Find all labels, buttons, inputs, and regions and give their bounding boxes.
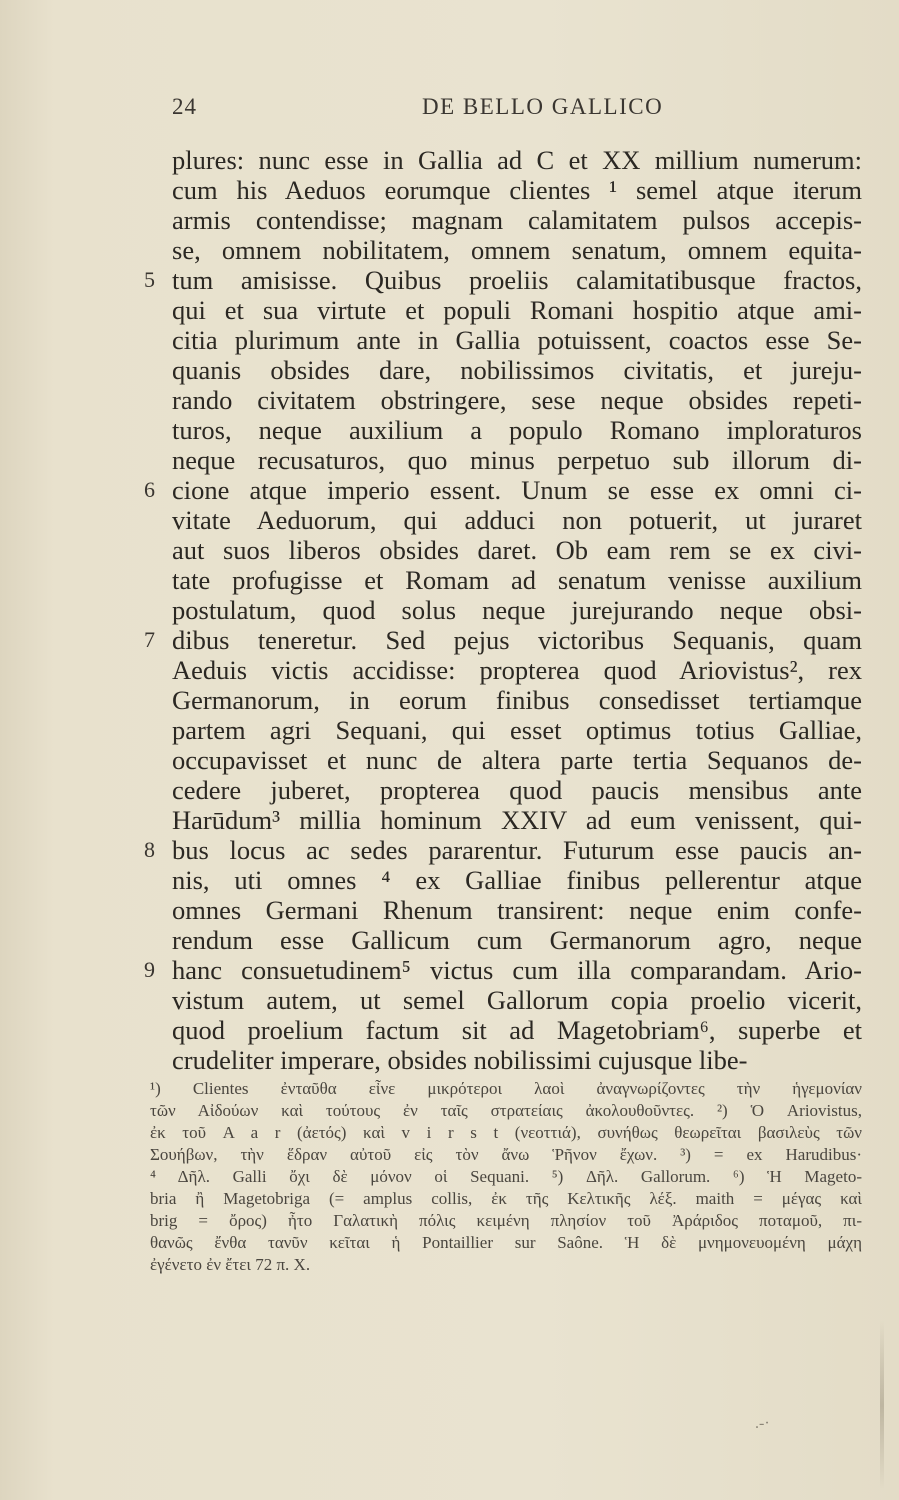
- footnote-line-content: ¹) Clientes ἐνταῦθα εἶνε μικρότεροι λαοὶ ἀναγνωρίζοντες τὴν ἡγεμονίαν: [150, 1079, 862, 1098]
- text-line-content: aut suos liberos obsides daret. Ob eam rem se ex civi-: [172, 535, 862, 565]
- footnote-line-content: ἐγένετο ἐν ἔτει 72 π. X.: [150, 1255, 311, 1274]
- text-line: [172, 805, 862, 835]
- text-line: [172, 355, 862, 385]
- text-line: [172, 745, 862, 775]
- text-line-content: vitate Aeduorum, qui adduci non potuerit, ut juraret: [172, 505, 862, 535]
- text-line: [172, 925, 862, 955]
- text-line: [172, 865, 862, 895]
- text-line-content: rando civitatem obstringere, sese neque obsides repeti-: [172, 385, 862, 415]
- footnote-line: [150, 1188, 862, 1210]
- text-line: [144, 835, 862, 865]
- text-line: [172, 385, 862, 415]
- section-number: 5: [144, 267, 155, 292]
- text-line-content: Germanorum, in eorum finibus consedisset tertiamque: [172, 685, 862, 715]
- footnote-line: [150, 1254, 862, 1276]
- text-line-content: occupavisset et nunc de altera parte tertia Sequanos de-: [172, 745, 862, 775]
- text-line: [172, 295, 862, 325]
- text-line: [172, 175, 862, 205]
- footnotes-block: [150, 1078, 862, 1276]
- text-line: [172, 235, 862, 265]
- text-line-content: crudeliter imperare, obsides nobilissimi cujusque libe-: [172, 1045, 748, 1075]
- running-title: DE BELLO GALLICO: [422, 94, 664, 119]
- page-header: [172, 94, 862, 130]
- text-line-content: quanis obsides dare, nobilissimos civitatis, et jureju-: [172, 355, 862, 385]
- footnote-line: [150, 1100, 862, 1122]
- text-line-content: omnes Germani Rhenum transirent: neque enim confe-: [172, 895, 862, 925]
- text-line: [172, 1045, 862, 1075]
- text-line: [172, 325, 862, 355]
- footnote-line-content: θανῶς ἔνθα τανῦν κεῖται ἡ Pontaillier sur Saône. Ἡ δὲ μνημονευομένη μάχη: [150, 1233, 862, 1252]
- text-line: [172, 205, 862, 235]
- footnote-line: [150, 1144, 862, 1166]
- page-number: 24: [172, 94, 197, 119]
- text-line: [172, 415, 862, 445]
- text-line-content: neque recusaturos, quo minus perpetuo sub illorum di-: [172, 445, 862, 475]
- text-line-content: cedere juberet, propterea quod paucis mensibus ante: [172, 775, 862, 805]
- text-line-content: tate profugisse et Romam ad senatum venisse auxilium: [172, 565, 862, 595]
- text-line-content: Harūdum³ millia hominum XXIV ad eum venissent, qui-: [172, 805, 862, 835]
- footnote-line-content: ἐκ τοῦ A a r (ἀετός) καὶ v i r s t (νεοττιά), συνήθως θεωρεῖται βασιλεὺς τῶν: [150, 1123, 862, 1142]
- text-line-content: plures: nunc esse in Gallia ad C et XX millium numerum:: [172, 145, 862, 175]
- text-line: [172, 595, 862, 625]
- text-line-content: armis contendisse; magnam calamitatem pulsos accepis-: [172, 205, 862, 235]
- text-line: [172, 685, 862, 715]
- text-line-content: quod proelium factum sit ad Magetobriam⁶, superbe et: [172, 1015, 862, 1045]
- page-edge-shadow: [880, 1320, 884, 1490]
- text-line-content: cione atque imperio essent. Unum se esse ex omni ci-: [172, 475, 862, 505]
- footnote-line-content: bria ἢ Magetobriga (= amplus collis, ἐκ τῆς Κελτικῆς λέξ. maith = μέγας καὶ: [150, 1189, 862, 1208]
- footnote-line-content: τῶν Αἰδούων καὶ τούτους ἐν ταῖς στρατείαις ἀκολουθοῦντες. ²) Ὁ Ariovistus,: [150, 1101, 862, 1120]
- text-line-content: hanc consuetudinem⁵ victus cum illa comparandam. Ario-: [172, 955, 862, 985]
- text-line: [172, 145, 862, 175]
- text-line: [144, 625, 862, 655]
- text-line-content: turos, neque auxilium a populo Romano imploraturos: [172, 415, 862, 445]
- text-line: [172, 895, 862, 925]
- text-line: [172, 535, 862, 565]
- text-line: [172, 445, 862, 475]
- text-line-content: rendum esse Gallicum cum Germanorum agro, neque: [172, 925, 862, 955]
- section-number: 6: [144, 477, 155, 502]
- section-number: 8: [144, 837, 155, 862]
- text-line: [172, 775, 862, 805]
- text-line-content: dibus teneretur. Sed pejus victoribus Sequanis, quam: [172, 625, 862, 655]
- text-line: [172, 655, 862, 685]
- text-line-content: nis, uti omnes ⁴ ex Galliae finibus pellerentur atque: [172, 865, 862, 895]
- text-line-content: postulatum, quod solus neque jurejurando neque obsi-: [172, 595, 862, 625]
- footnote-line: [150, 1122, 862, 1144]
- text-line-content: partem agri Sequani, qui esset optimus totius Galliae,: [172, 715, 862, 745]
- footnote-line-content: brig = ὄρος) ἦτο Γαλατικὴ πόλις κειμένη πλησίον τοῦ Ἀράριδος ποταμοῦ, πι-: [150, 1211, 862, 1230]
- footnote-line-content: Σουήβων, τὴν ἕδραν αὐτοῦ εἰς τὸν ἄνω Ῥῆνον ἔχων. ³) = ex Harudibus·: [150, 1145, 862, 1164]
- text-line: [144, 955, 862, 985]
- footnote-line: [150, 1078, 862, 1100]
- text-line-content: Aeduis victis accidisse: propterea quod Ariovistus², rex: [172, 655, 862, 685]
- footnote-line: [150, 1166, 862, 1188]
- ink-mark: .-·: [755, 1415, 770, 1432]
- text-line: [172, 565, 862, 595]
- text-line-content: citia plurimum ante in Gallia potuissent, coactos esse Se-: [172, 325, 862, 355]
- text-line: [144, 475, 862, 505]
- section-number: 9: [144, 957, 155, 982]
- text-line: [144, 265, 862, 295]
- text-line-content: tum amisisse. Quibus proeliis calamitatibusque fractos,: [172, 265, 862, 295]
- footnote-line: [150, 1210, 862, 1232]
- main-text-block: [144, 145, 862, 1075]
- text-line-content: bus locus ac sedes pararentur. Futurum esse paucis an-: [172, 835, 862, 865]
- section-number: 7: [144, 627, 155, 652]
- text-line: [172, 505, 862, 535]
- footnote-line-content: ⁴ Δῆλ. Galli ὄχι δὲ μόνον οἱ Sequani. ⁵) Δῆλ. Gallorum. ⁶) Ἡ Mageto-: [150, 1167, 862, 1186]
- text-line: [172, 1015, 862, 1045]
- text-line-content: qui et sua virtute et populi Romani hospitio atque ami-: [172, 295, 862, 325]
- text-line: [172, 985, 862, 1015]
- text-line-content: vistum autem, ut semel Gallorum copia proelio vicerit,: [172, 985, 862, 1015]
- footnote-line: [150, 1232, 862, 1254]
- text-line: [172, 715, 862, 745]
- text-line-content: cum his Aeduos eorumque clientes ¹ semel atque iterum: [172, 175, 862, 205]
- text-line-content: se, omnem nobilitatem, omnem senatum, omnem equita-: [172, 235, 862, 265]
